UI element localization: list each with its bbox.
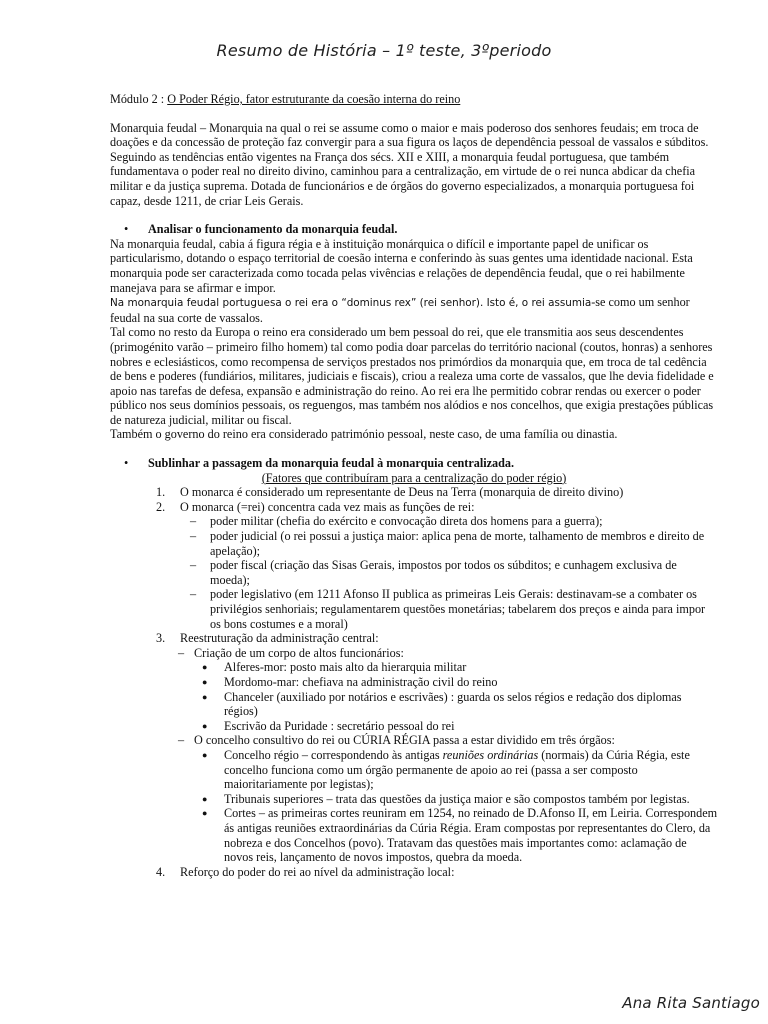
- council-text: Cortes – as primeiras cortes reuniram em 1254, no reinado de D.Afonso II, em Leiria. Correspondem ás antigas reuniões extraordinárias da Cúria Régia. Eram compostas por representantes do Clero, da nobreza e dos Concelhos (povo). Tratavam das questões mais importantes como: aclamação de novos reis, lançamento de novos impostos, quebra da moeda.: [224, 806, 718, 865]
- list-item: [110, 675, 718, 690]
- council-text: Tribunais superiores – trata das questões da justiça maior e são compostos também por legistas.: [224, 791, 690, 806]
- factors-list: [110, 485, 718, 514]
- council-list: [110, 748, 718, 865]
- list-item: [110, 748, 718, 792]
- list-item: [110, 558, 718, 587]
- intro-paragraph: Monarquia feudal – Monarquia na qual o rei se assume como o maior e mais poderoso dos senhores feudais; em troca de doações e da concessão de proteção faz convergir para a sua figura os laços de dependência pessoal de vassalos e súbditos. Seguindo as tendências então vigentes na França dos sécs. XII e XIII, a monarquia feudal portuguesa, que também fundamentava o poder real no direito divino, caminhou para a centralização, em virtude de o rei nunca abdicar da chefia militar e da justiça suprema. Dotada de funcionários e de órgãos do governo especializados, a monarquia portuguesa foi capaz, desde 1211, de criar Leis Gerais.: [110, 120, 709, 208]
- dash-icon: –: [178, 733, 185, 748]
- list-item: [110, 587, 718, 631]
- council-text: Concelho régio – correspondendo às antigas: [224, 747, 443, 762]
- council-italic-text: reuniões ordinárias: [442, 747, 539, 762]
- list-item: [110, 806, 718, 864]
- list-item: [110, 500, 718, 515]
- power-text: poder fiscal (criação das Sisas Gerais, impostos por todos os súbditos; e cunhagem exclusiva de moeda);: [210, 558, 677, 587]
- section1-paragraph-2-rest: -se como um senhor feudal na sua corte de vassalos.: [110, 295, 690, 325]
- list-item: [110, 690, 718, 719]
- page-title: Resumo de História – 1º teste, 3ºperiodo: [216, 41, 552, 60]
- list-item: [110, 792, 718, 807]
- section1-paragraph-1: Na monarquia feudal, cabia á figura régia e à instituição monárquica o difícil e importante papel de unificar os particularismo, dotando o espaço territorial de coesão interna e conferindo às suas gentes uma identidade nacional. Esta monarquia pode ser caracterizada como tocada pelas vivências e relações de dependência feudal, que o rei habilmente manejava para se afirmar e impor.: [110, 236, 693, 295]
- council-heading-text: O concelho consultivo do rei ou CÚRIA RÉGIA passa a estar dividido em três órgãos:: [194, 733, 615, 748]
- official-text: Alferes-mor: posto mais alto da hierarquia militar: [224, 660, 467, 675]
- council-text: (normais) da Cúria Régia, este concelho funciona como um órgão permanente de apoio ao rei (passa a ser composto maioritariamente por legistas);: [224, 747, 690, 792]
- list-item: [110, 485, 718, 500]
- bullet-icon: •: [124, 222, 129, 237]
- item-number: 1.: [156, 485, 166, 500]
- item-text: Reforço do poder do rei ao nível da administração local:: [180, 864, 455, 879]
- power-text: poder legislativo (em 1211 Afonso II publica as primeiras Leis Gerais: destinavam-se a combater os privilégios senhoriais; regulamentarem questões monetárias; tabelarem dos preços e ainda para impor os bons costumes e a moral): [210, 587, 706, 631]
- power-text: poder militar (chefia do exército e convocação direta dos homens para a guerra);: [210, 514, 603, 529]
- disc-bullet-icon: ●: [202, 749, 208, 760]
- official-text: Mordomo-mar: chefiava na administração civil do reino: [224, 674, 498, 689]
- official-text: Escrivão da Puridade : secretário pessoal do rei: [224, 718, 455, 733]
- item-number: 4.: [156, 864, 166, 879]
- module-heading: [110, 92, 718, 107]
- list-item: [110, 529, 718, 558]
- list-item: [110, 719, 718, 734]
- item-text: Reestruturação da administração central:: [180, 631, 379, 646]
- list-item: [110, 631, 718, 646]
- disc-bullet-icon: ●: [202, 691, 208, 702]
- officials-heading-text: Criação de um corpo de altos funcionários:: [194, 645, 404, 660]
- factors-list-continued: [110, 631, 718, 646]
- section1-paragraph-2: [110, 295, 718, 325]
- section2-heading-text: Sublinhar a passagem da monarquia feudal à monarquia centralizada.: [148, 456, 515, 471]
- module-prefix: Módulo 2 :: [110, 92, 168, 106]
- author-signature: Ana Rita Santiago: [622, 994, 760, 1012]
- list-item: [110, 660, 718, 675]
- section2-caption: [110, 471, 718, 486]
- section1-heading: [110, 222, 718, 237]
- powers-list: [110, 514, 718, 631]
- factors-list-end: [110, 865, 718, 880]
- disc-bullet-icon: ●: [202, 676, 208, 687]
- list-item: [110, 865, 718, 880]
- item-text: O monarca (=rei) concentra cada vez mais as funções de rei:: [180, 499, 475, 514]
- disc-bullet-icon: ●: [202, 793, 208, 804]
- item-number: 2.: [156, 499, 166, 514]
- bullet-icon: •: [124, 456, 129, 471]
- document-body: [110, 92, 718, 879]
- dash-icon: –: [178, 645, 185, 660]
- officials-heading: [110, 646, 718, 661]
- module-title: O Poder Régio, fator estruturante da coesão interna do reino: [167, 92, 461, 106]
- dash-icon: –: [190, 514, 197, 529]
- section1-heading-text: Analisar o funcionamento da monarquia feudal.: [148, 222, 398, 237]
- disc-bullet-icon: ●: [202, 720, 208, 731]
- official-text: Chanceler (auxiliado por notários e escrivães) : guarda os selos régios e redação dos diplomas régios): [224, 689, 682, 719]
- officials-list: [110, 660, 718, 733]
- section2-caption-text: (Fatores que contribuíram para a centralização do poder régio): [261, 470, 567, 485]
- section1-paragraph-3: Tal como no resto da Europa o reino era considerado um bem pessoal do rei, que ele transmitia aos seus descendentes (primogénito varão – primeiro filho homem) tal como podia doar parcelas do território nacional (coutos, honras) a senhores nobres e eclesiásticos, como recompensa de serviços prestados nos primórdios da monarquia que, em troca de tal cedência de bens e poderes (fundiários, militares, judiciais e fiscais), criou a realeza uma corte de vassalos, que lhe devia fidelidade e apoio nas tarefas de defesa, expansão e administração do reino. Ao rei era lhe permitido cobrar rendas ou exercer o poder público nos seus domínios pessoais, os reguengos, mas também nos alódios e nos concelhos, que exigia prestações públicas de natureza judicial, militar ou fiscal.: [110, 325, 714, 427]
- disc-bullet-icon: ●: [202, 808, 208, 819]
- dash-icon: –: [190, 587, 197, 602]
- handwritten-line: Na monarquia feudal portuguesa o rei era o “dominus rex” (rei senhor). Isto é, o rei assumia: [110, 297, 592, 310]
- council-heading: [110, 733, 718, 748]
- disc-bullet-icon: ●: [202, 662, 208, 673]
- section2-heading: [110, 456, 718, 471]
- section1-paragraph-4: Também o governo do reino era considerado património pessoal, neste caso, de uma família ou dinastia.: [110, 427, 618, 442]
- item-number: 3.: [156, 631, 166, 646]
- dash-icon: –: [190, 529, 197, 544]
- item-text: O monarca é considerado um representante de Deus na Terra (monarquia de direito divino): [180, 485, 624, 500]
- power-text: poder judicial (o rei possui a justiça maior: aplica pena de morte, talhamento de membros e direito de apelação);: [210, 529, 705, 558]
- dash-icon: –: [190, 558, 197, 573]
- list-item: [110, 514, 718, 529]
